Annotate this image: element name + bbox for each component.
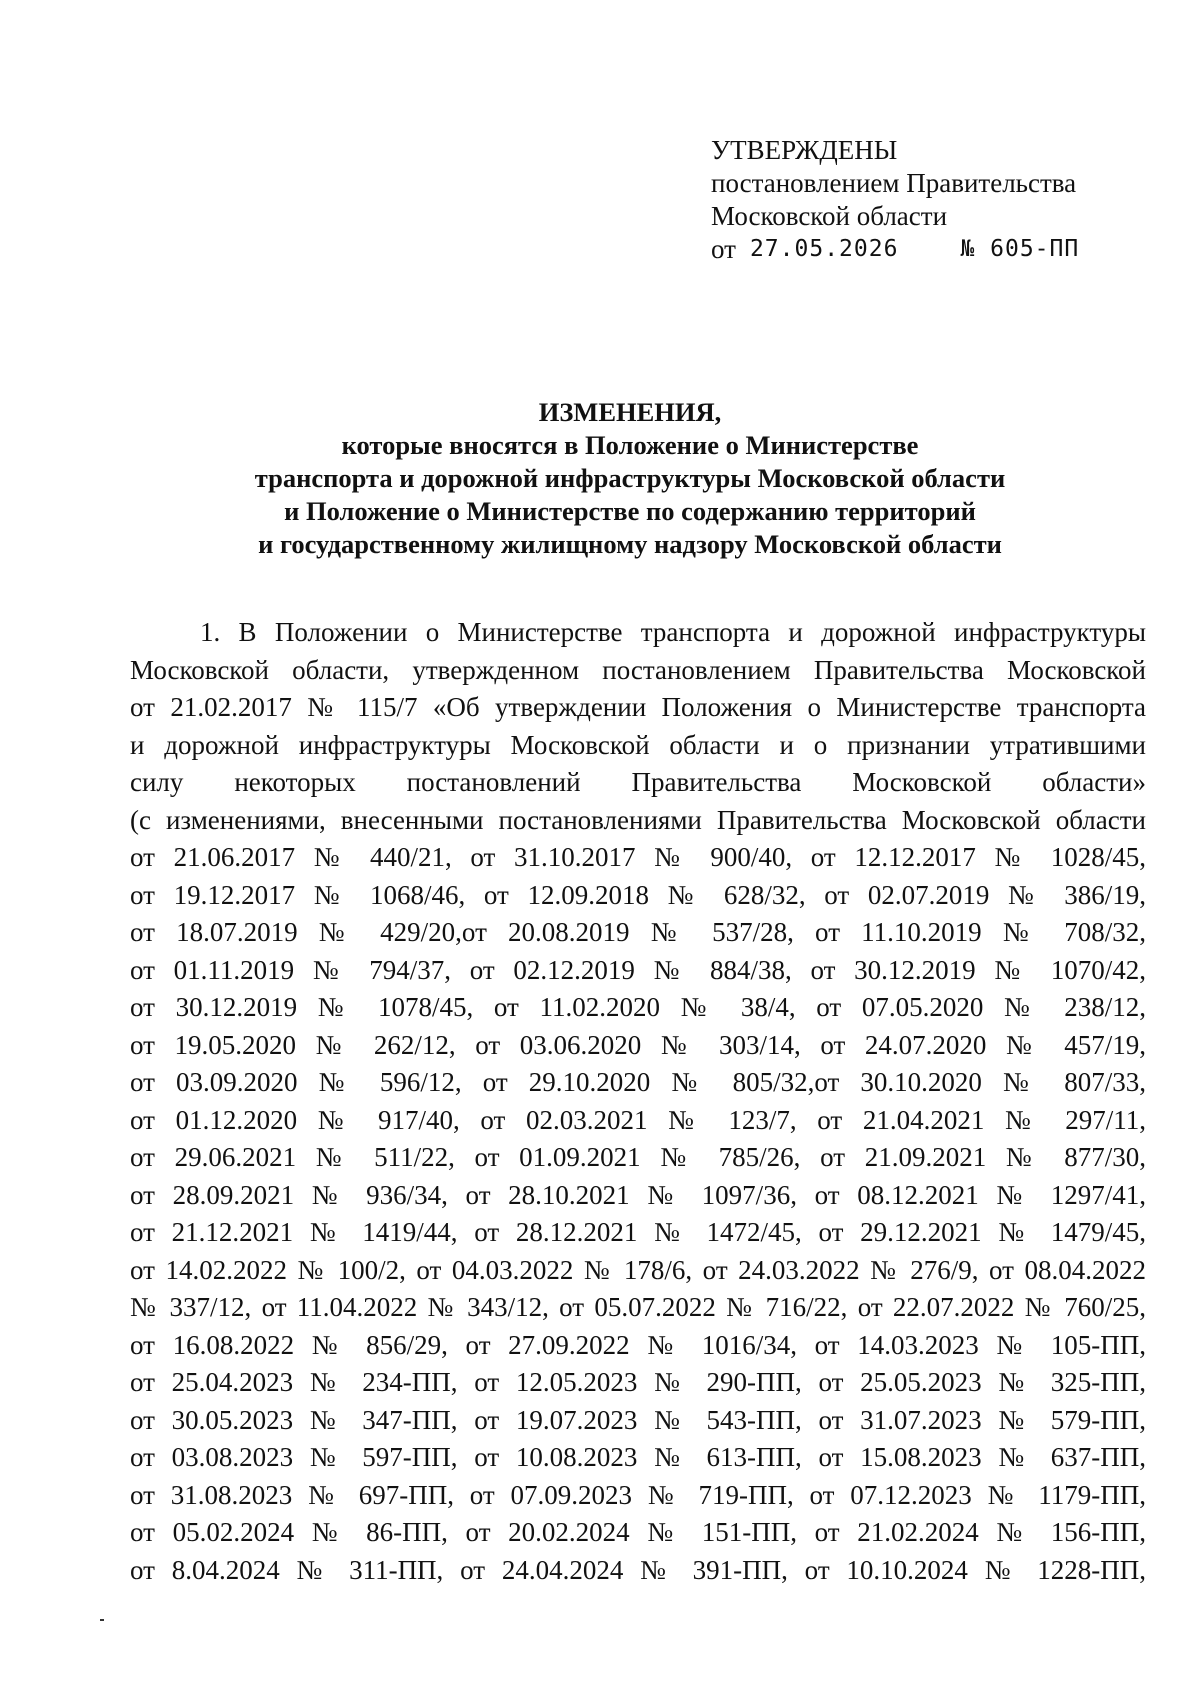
body-line: от 05.02.2024 № 86-ПП, от 20.02.2024 № 151-ПП, от 21.02.2024 № 156-ПП, (130, 1517, 1146, 1547)
body-line: от 19.05.2020 № 262/12, от 03.06.2020 № 303/14, от 24.07.2020 № 457/19, (130, 1029, 1146, 1060)
approval-dateline (711, 233, 1079, 266)
body-line: 1. В Положении о Министерстве транспорта и дорожной инфраструктуры (200, 617, 1146, 647)
body-line: от 14.02.2022 № 100/2, от 04.03.2022 № 178/6, от 24.03.2022 № 276/9, от 08.04.2022 (130, 1254, 1146, 1285)
body-line: от 01.11.2019 № 794/37, от 02.12.2019 № 884/38, от 30.12.2019 № 1070/42, (130, 954, 1146, 985)
body-line: от 31.08.2023 № 697-ПП, от 07.09.2023 № 719-ПП, от 07.12.2023 № 1179-ПП, (130, 1479, 1146, 1510)
body-line: и дорожной инфраструктуры Московской области и о признании утратившими (130, 729, 1146, 760)
title-main: ИЗМЕНЕНИЯ, (538, 397, 722, 427)
body-line: от 16.08.2022 № 856/29, от 27.09.2022 № 1016/34, от 14.03.2023 № 105-ПП, (130, 1329, 1146, 1360)
document-title (130, 396, 1130, 561)
title-line: которые вносятся в Положение о Министерстве (341, 430, 919, 460)
body-line: от 30.05.2023 № 347-ПП, от 19.07.2023 № 543-ПП, от 31.07.2023 № 579-ПП, (130, 1404, 1146, 1435)
approval-line-1: постановлением Правительства (711, 168, 1077, 198)
body-line: от 8.04.2024 № 311-ПП, от 24.04.2024 № 391-ПП, от 10.10.2024 № 1228-ПП, (130, 1554, 1146, 1585)
body-line: (с изменениями, внесенными постановлениями Правительства Московской области (130, 804, 1146, 835)
approval-number: № 605-ПП (960, 236, 1080, 262)
body-line: от 30.12.2019 № 1078/45, от 11.02.2020 № 38/4, от 07.05.2020 № 238/12, (130, 992, 1146, 1022)
title-line: транспорта и дорожной инфраструктуры Московской области (254, 463, 1006, 493)
body-line: от 21.02.2017 № 115/7 «Об утверждении Положения о Министерстве транспорта (130, 692, 1146, 722)
approval-date-prefix: от (711, 234, 736, 264)
title-line: и государственному жилищному надзору Московской области (258, 529, 1002, 559)
body-line: № 337/12, от 11.04.2022 № 343/12, от 05.07.2022 № 716/22, от 22.07.2022 № 760/25, (130, 1292, 1146, 1322)
body-line: силу некоторых постановлений Правительства Московской области» (130, 767, 1146, 797)
body-line: от 21.12.2021 № 1419/44, от 28.12.2021 № 1472/45, от 29.12.2021 № 1479/45, (130, 1217, 1146, 1247)
body-line: от 25.04.2023 № 234-ПП, от 12.05.2023 № 290-ПП, от 25.05.2023 № 325-ПП, (130, 1367, 1146, 1397)
approval-date: 27.05.2026 (749, 236, 899, 262)
body-line: от 28.09.2021 № 936/34, от 28.10.2021 № 1097/36, от 08.12.2021 № 1297/41, (130, 1179, 1146, 1210)
body-line: Московской области, утвержденном постановлением Правительства Московской (130, 654, 1146, 685)
body-line: от 19.12.2017 № 1068/46, от 12.09.2018 № 628/32, от 02.07.2019 № 386/19, (130, 879, 1146, 910)
title-line: и Положение о Министерстве по содержанию территорий (284, 496, 976, 526)
document-body (130, 614, 1146, 1589)
body-line: от 01.12.2020 № 917/40, от 02.03.2021 № 123/7, от 21.04.2021 № 297/11, (130, 1104, 1146, 1135)
body-line: от 03.09.2020 № 596/12, от 29.10.2020 № 805/32,от 30.10.2020 № 807/33, (130, 1067, 1146, 1097)
scan-speck (100, 1619, 104, 1621)
approval-heading: УТВЕРЖДЕНЫ (711, 135, 898, 165)
approval-line-2: Московской области (711, 201, 948, 231)
body-line: от 18.07.2019 № 429/20,от 20.08.2019 № 537/28, от 11.10.2019 № 708/32, (130, 917, 1146, 947)
body-line: от 29.06.2021 № 511/22, от 01.09.2021 № 785/26, от 21.09.2021 № 877/30, (130, 1142, 1146, 1172)
body-line: от 03.08.2023 № 597-ПП, от 10.08.2023 № 613-ПП, от 15.08.2023 № 637-ПП, (130, 1442, 1146, 1472)
body-line: от 21.06.2017 № 440/21, от 31.10.2017 № 900/40, от 12.12.2017 № 1028/45, (130, 842, 1146, 872)
approval-block (711, 134, 1079, 266)
